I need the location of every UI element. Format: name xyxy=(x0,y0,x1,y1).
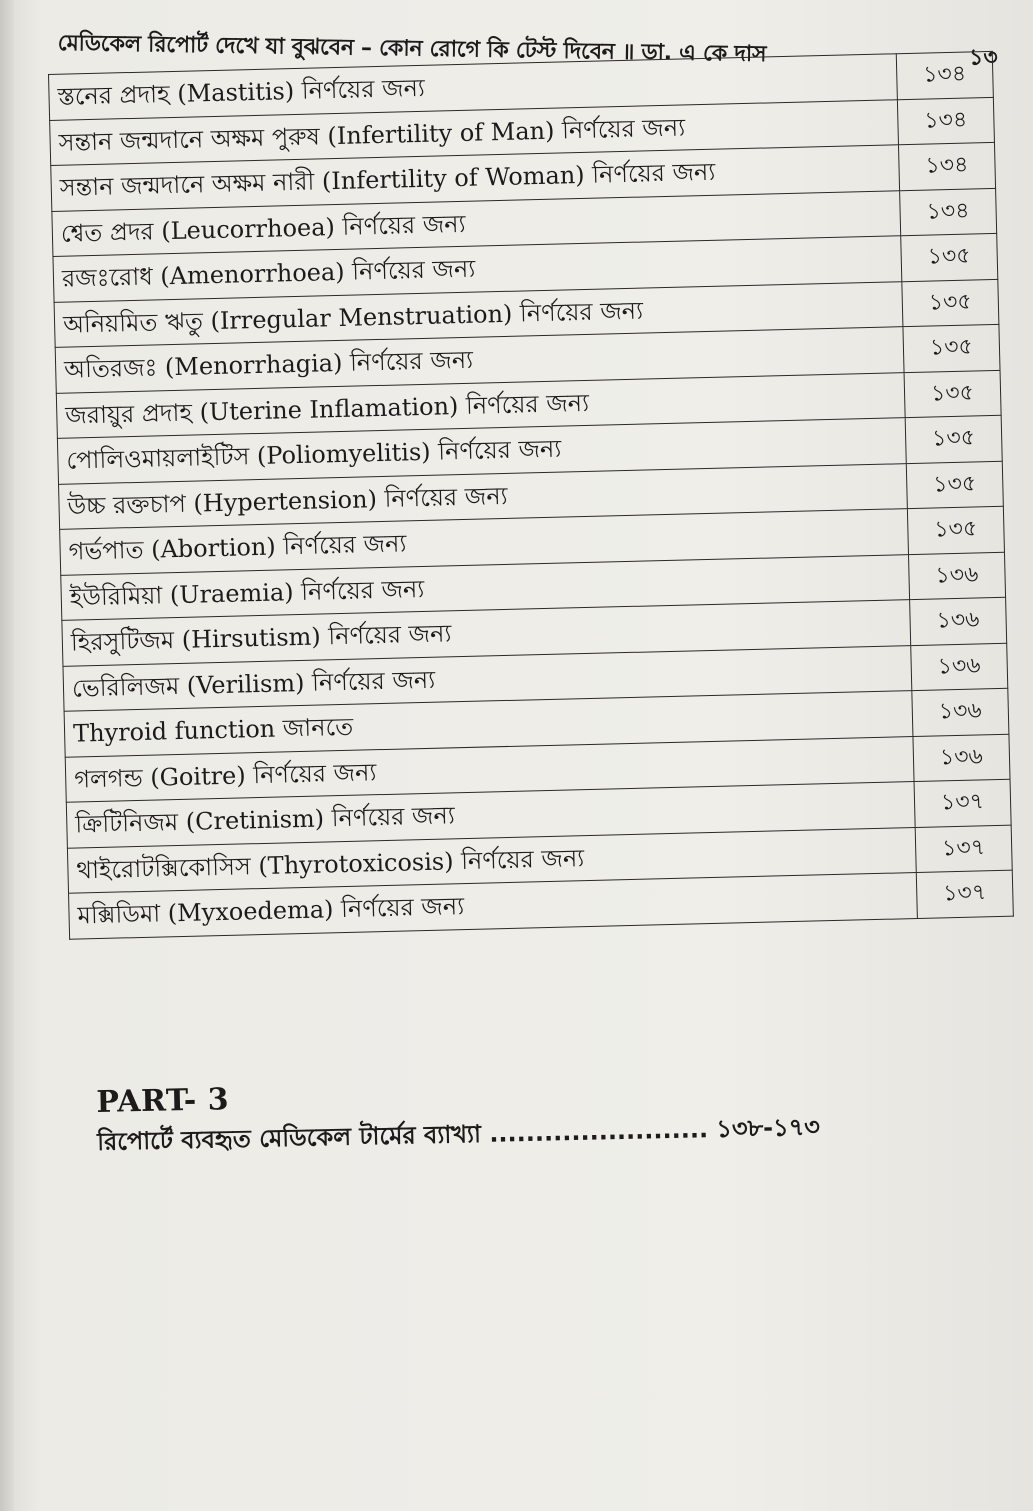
page-number: ১৩ xyxy=(968,45,998,71)
toc-page-number: ১৩৪ xyxy=(897,97,994,145)
toc-entry: হিরসুটিজম (Hirsutism) নির্ণয়ের জন্য xyxy=(62,600,911,666)
toc-page-number: ১৩৪ xyxy=(899,188,996,236)
toc-entry: গর্ভপাত (Abortion) নির্ণয়ের জন্য xyxy=(60,509,909,575)
contents-table-body xyxy=(49,51,1014,938)
toc-entry: Thyroid function জানতে xyxy=(64,691,913,757)
toc-entry: জরায়ুর প্রদাহ (Uterine Inflamation) নির্ণয়ের জন্য xyxy=(56,372,905,438)
toc-page-number: ১৩৭ xyxy=(914,779,1011,827)
toc-page-number: ১৩৬ xyxy=(908,552,1005,600)
toc-entry: মক্সিডিমা (Myxoedema) নির্ণয়ের জন্য xyxy=(69,873,918,939)
toc-entry: স্তনের প্রদাহ (Mastitis) নির্ণয়ের জন্য xyxy=(49,54,898,120)
toc-entry: শ্বেত প্রদর (Leucorrhoea) নির্ণয়ের জন্য xyxy=(52,190,901,256)
toc-page-number: ১৩৬ xyxy=(913,734,1010,782)
toc-entry: সন্তান জন্মদানে অক্ষম নারী (Infertility of Woman) নির্ণয়ের জন্য xyxy=(51,145,900,211)
toc-page-number: ১৩৪ xyxy=(898,142,995,190)
toc-page-number: ১৩৪ xyxy=(896,51,993,99)
toc-page-number: ১৩৫ xyxy=(905,415,1002,463)
toc-entry: ইউরিমিয়া (Uraemia) নির্ণয়ের জন্য xyxy=(61,554,910,620)
part-3-section xyxy=(96,1070,820,1164)
toc-page-number: ১৩৫ xyxy=(907,506,1004,554)
toc-page-number: ১৩৫ xyxy=(906,461,1003,509)
toc-page-number: ১৩৭ xyxy=(916,870,1013,918)
contents-table xyxy=(48,51,1014,939)
toc-entry: ভেরিলিজম (Verilism) নির্ণয়ের জন্য xyxy=(63,645,912,711)
page-binding-edge xyxy=(0,0,14,1511)
toc-entry: অতিরজঃ (Menorrhagia) নির্ণয়ের জন্য xyxy=(55,327,904,393)
toc-entry: গলগন্ড (Goitre) নির্ণয়ের জন্য xyxy=(65,736,914,802)
toc-entry: ক্রিটিনিজম (Cretinism) নির্ণয়ের জন্য xyxy=(66,782,915,848)
toc-entry: সন্তান জন্মদানে অক্ষম পুরুষ (Infertility of Man) নির্ণয়ের জন্য xyxy=(50,99,899,165)
toc-page-number: ১৩৬ xyxy=(909,597,1006,645)
toc-page-number: ১৩৭ xyxy=(915,825,1012,873)
toc-entry: পোলিওমায়লাইটিস (Poliomyelitis) নির্ণয়ের জন্য xyxy=(57,418,906,484)
toc-page-number: ১৩৫ xyxy=(902,279,999,327)
toc-page-number: ১৩৫ xyxy=(900,233,997,281)
part-entry: রিপোর্টে ব্যবহৃত মেডিকেল টার্মের ব্যাখ্যা ........................ ১৩৮-১৭৩ xyxy=(96,1112,821,1156)
header-title: মেডিকেল রিপোর্ট দেখে যা বুঝবেন – কোন রোগে কি টেস্ট দিবেন ॥ ডা. এ কে দাস xyxy=(57,30,767,68)
toc-page-number: ১৩৬ xyxy=(910,643,1007,691)
toc-page-number: ১৩৬ xyxy=(912,688,1009,736)
toc-entry: রজঃরোধ (Amenorrhoea) নির্ণয়ের জন্য xyxy=(53,236,902,302)
toc-page-number: ১৩৫ xyxy=(903,324,1000,372)
toc-page-number: ১৩৫ xyxy=(904,370,1001,418)
toc-entry: থাইরোটক্সিকোসিস (Thyrotoxicosis) নির্ণয়ের জন্য xyxy=(67,827,916,893)
toc-entry: অনিয়মিত ঋতু (Irregular Menstruation) নির্ণয়ের জন্য xyxy=(54,281,903,347)
part-label: PART- 3 xyxy=(96,1082,230,1120)
toc-entry: উচ্চ রক্তচাপ (Hypertension) নির্ণয়ের জন্য xyxy=(59,463,908,529)
